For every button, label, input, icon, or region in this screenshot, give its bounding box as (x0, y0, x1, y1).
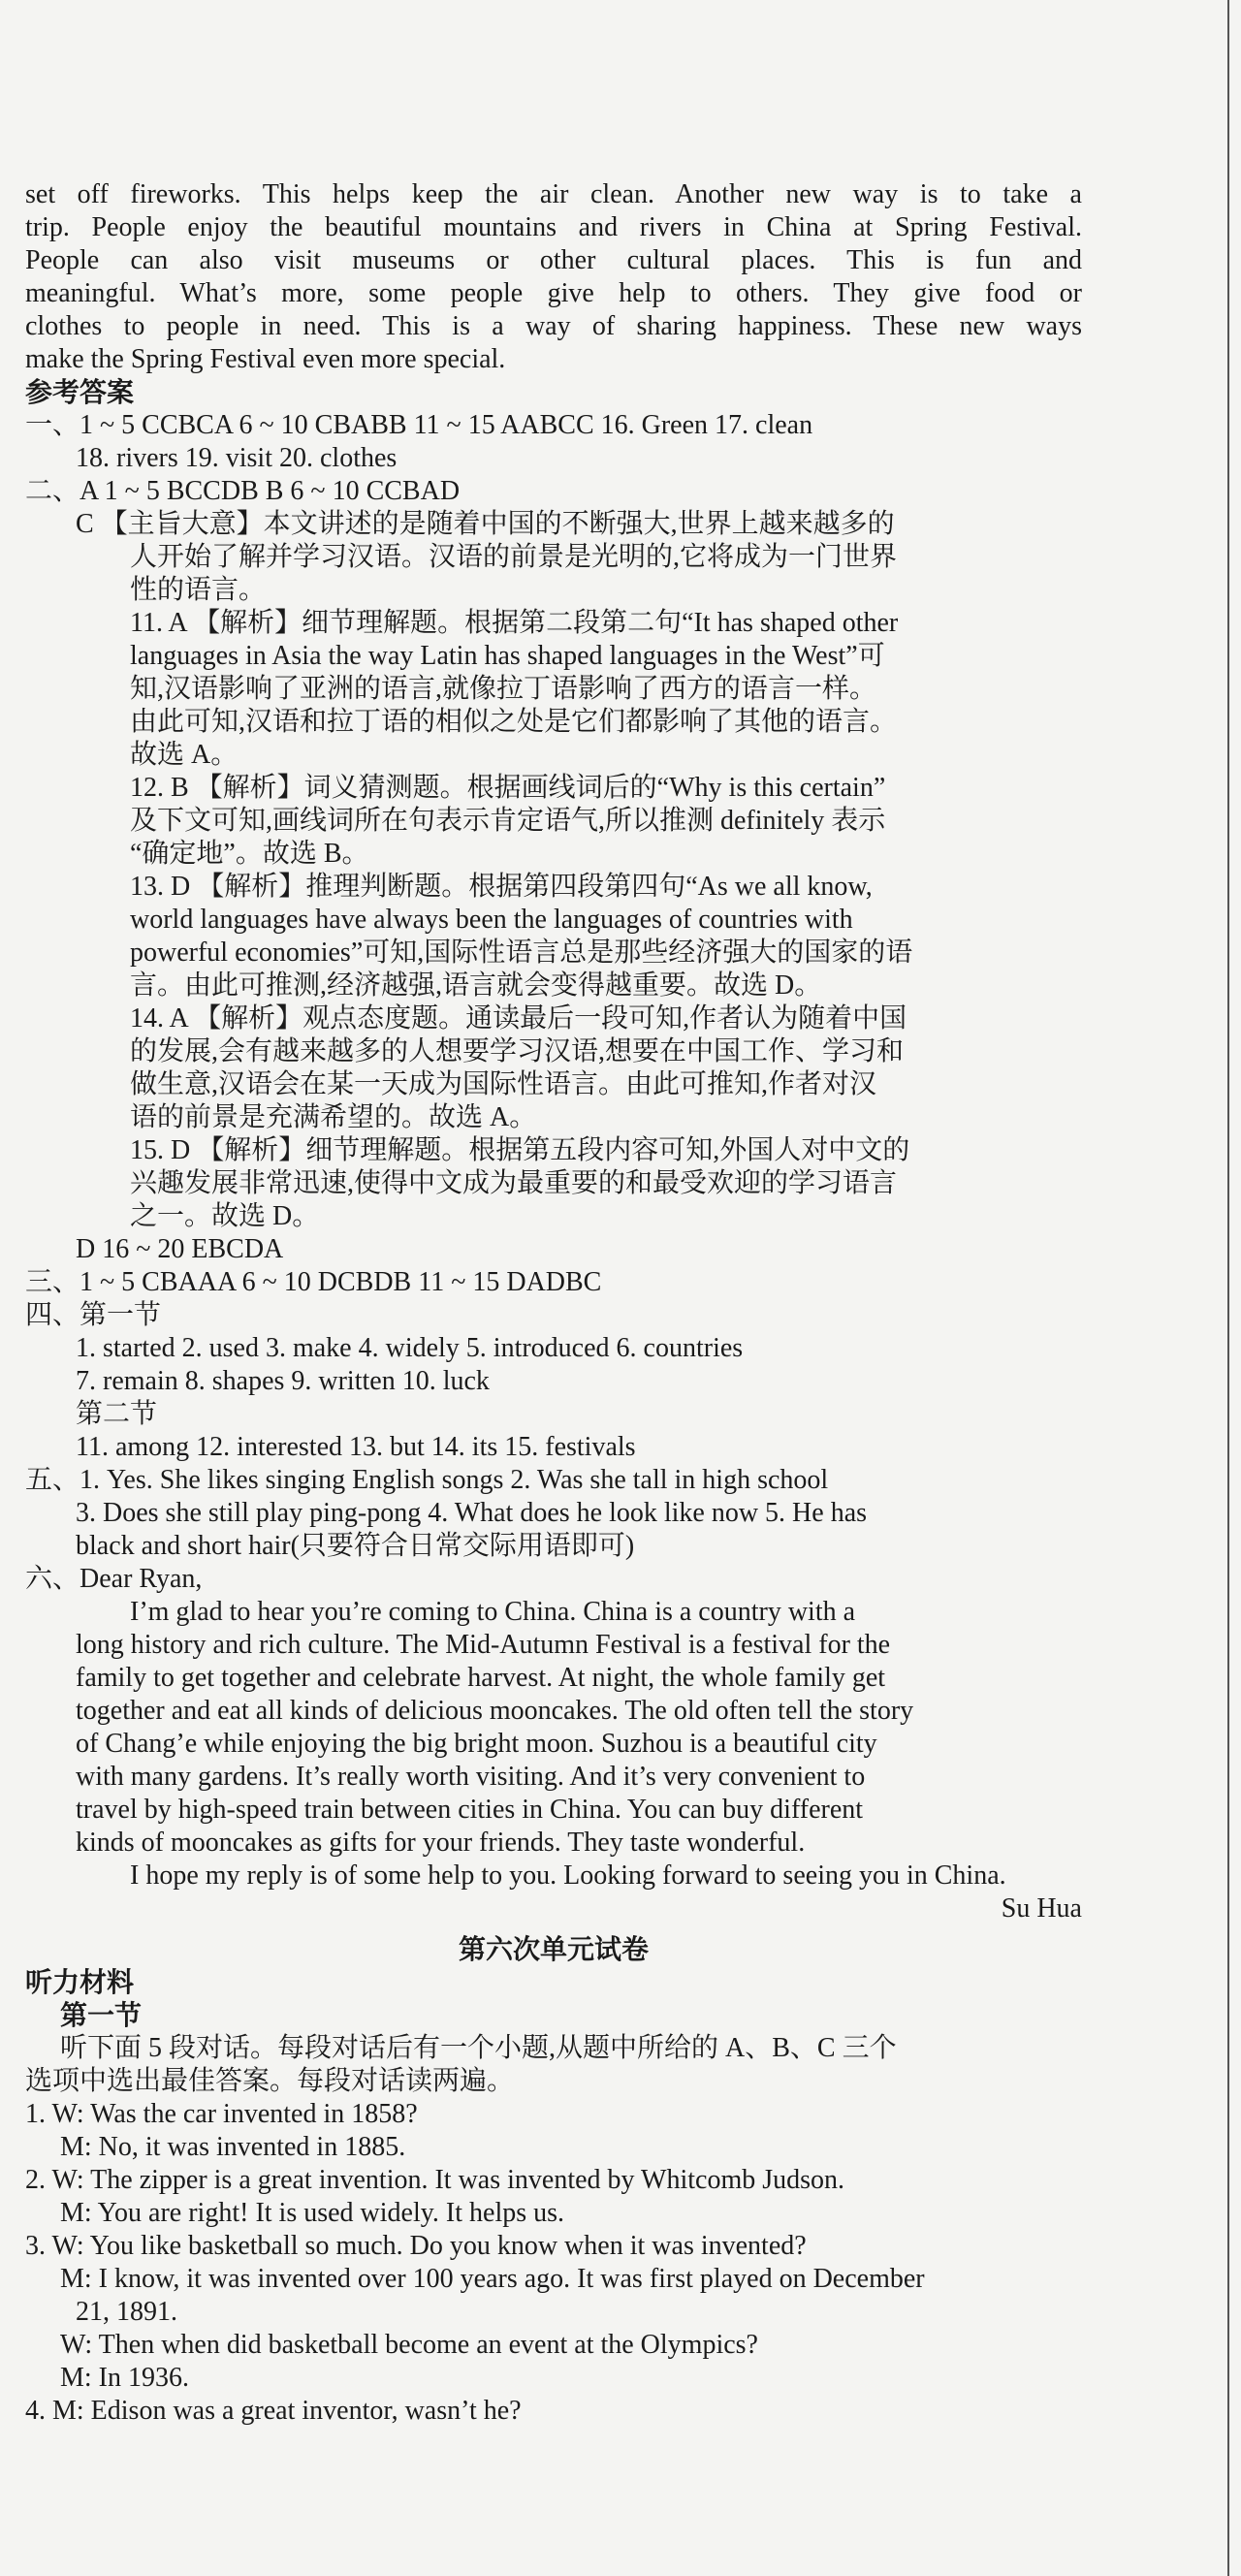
answer-line: 人开始了解并学习汉语。汉语的前景是光明的,它将成为一门世界 (130, 542, 898, 572)
answer-line: 二、A 1 ~ 5 BCCDB B 6 ~ 10 CCBAD (25, 476, 461, 506)
exam-title: 第六次单元试卷 (458, 1933, 649, 1965)
answer-line: 15. D 【解析】细节理解题。根据第五段内容可知,外国人对中文的 (130, 1135, 910, 1165)
passage-line: clothes to people in need. This is a way of sharing happiness. These new ways (25, 311, 1082, 341)
answer-line: 五、1. Yes. She likes singing English songs 2. Was she tall in high school (25, 1465, 829, 1495)
answer-line: 1. started 2. used 3. make 4. widely 5. introduced 6. countries (76, 1333, 744, 1363)
answer-line: 一、1 ~ 5 CCBCA 6 ~ 10 CBABB 11 ~ 15 AABCC 16. Green 17. clean (25, 410, 813, 440)
answer-line: 由此可知,汉语和拉丁语的相似之处是它们都影响了其他的语言。 (130, 707, 898, 737)
dialogue-line: M: You are right! It is used widely. It helps us. (60, 2198, 565, 2228)
instruction-line: 听下面 5 段对话。每段对话后有一个小题,从题中所给的 A、B、C 三个 (60, 2033, 897, 2063)
letter-line: I’m glad to hear you’re coming to China. China is a country with a (130, 1597, 856, 1627)
answer-line: 做生意,汉语会在某一天成为国际性语言。由此可推知,作者对汉 (130, 1069, 877, 1099)
answer-line: 11. among 12. interested 13. but 14. its 15. festivals (76, 1432, 636, 1462)
answer-line: 言。由此可推测,经济越强,语言就会变得越重要。故选 D。 (130, 970, 822, 1001)
answer-line: languages in Asia the way Latin has shaped languages in the West”可 (130, 641, 885, 671)
dialogue-line: M: I know, it was invented over 100 years ago. It was first played on December (60, 2264, 925, 2294)
passage-ending (25, 178, 1082, 376)
answer-line: 四、第一节 (25, 1300, 162, 1330)
answer-line: 第二节 (76, 1399, 158, 1429)
listening-instructions (25, 2032, 1082, 2098)
answer-key (25, 409, 1082, 1596)
passage-line: People can also visit museums or other cultural places. This is fun and (25, 245, 1082, 275)
answer-line: 知,汉语影响了亚洲的语言,就像拉丁语影响了西方的语言一样。 (130, 674, 877, 704)
dialogue-list (25, 2098, 1082, 2428)
dialogue-line: 2. W: The zipper is a great invention. It was invented by Whitcomb Judson. (25, 2165, 845, 2195)
dialogue-line: 21, 1891. (76, 2297, 177, 2327)
instruction-line: 选项中选出最佳答案。每段对话读两遍。 (25, 2066, 515, 2096)
answer-line: 兴趣发展非常迅速,使得中文成为最重要的和最受欢迎的学习语言 (130, 1168, 898, 1198)
answer-line: black and short hair(只要符合日常交际用语即可) (76, 1531, 635, 1561)
dialogue-line: 1. W: Was the car invented in 1858? (25, 2099, 418, 2129)
dialogue-line: W: Then when did basketball become an event at the Olympics? (60, 2330, 758, 2360)
letter-line: long history and rich culture. The Mid-Autumn Festival is a festival for the (76, 1630, 891, 1660)
letter-signature: Su Hua (1001, 1893, 1082, 1924)
letter-line: travel by high-speed train between cities in China. You can buy different (76, 1795, 864, 1825)
answer-line: 三、1 ~ 5 CBAAA 6 ~ 10 DCBDB 11 ~ 15 DADBC (25, 1267, 602, 1297)
answer-line: 12. B 【解析】词义猜测题。根据画线词后的“Why is this certain” (130, 773, 886, 803)
answer-line: 3. Does she still play ping-pong 4. What does he look like now 5. He has (76, 1498, 868, 1528)
answer-line: 语的前景是充满希望的。故选 A。 (130, 1102, 537, 1132)
letter-body (25, 1596, 1082, 1860)
page-edge-line (1227, 0, 1229, 2576)
listening-heading: 听力材料 (25, 1966, 135, 1998)
dialogue-line: M: In 1936. (60, 2363, 189, 2393)
dialogue-line: 4. M: Edison was a great inventor, wasn’t he? (25, 2396, 522, 2426)
letter-closing: I hope my reply is of some help to you. Looking forward to seeing you in China. (130, 1860, 1006, 1891)
answer-line: 性的语言。 (130, 575, 267, 605)
document-content (25, 178, 1082, 2428)
letter-line: together and eat all kinds of delicious mooncakes. The old often tell the story (76, 1696, 914, 1726)
answers-heading: 参考答案 (25, 376, 135, 408)
answer-line: world languages have always been the languages of countries with (130, 905, 853, 935)
answer-line: 14. A 【解析】观点态度题。通读最后一段可知,作者认为随着中国 (130, 1003, 907, 1034)
answer-line: D 16 ~ 20 EBCDA (76, 1234, 284, 1264)
letter-line: family to get together and celebrate harvest. At night, the whole family get (76, 1663, 886, 1693)
answer-line: 的发展,会有越来越多的人想要学习汉语,想要在中国工作、学习和 (130, 1036, 905, 1066)
passage-line: set off fireworks. This helps keep the air clean. Another new way is to take a (25, 179, 1082, 209)
answer-line: 11. A 【解析】细节理解题。根据第二段第二句“It has shaped other (130, 608, 899, 638)
section-one-heading: 第一节 (60, 1999, 143, 2031)
dialogue-line: M: No, it was invented in 1885. (60, 2132, 406, 2162)
dialogue-line: 3. W: You like basketball so much. Do you know when it was invented? (25, 2231, 807, 2261)
answer-line: 六、Dear Ryan, (25, 1564, 203, 1594)
passage-line: make the Spring Festival even more special. (25, 344, 506, 374)
letter-line: kinds of mooncakes as gifts for your friends. They taste wonderful. (76, 1828, 806, 1858)
passage-line: meaningful. What’s more, some people give help to others. They give food or (25, 278, 1082, 308)
answer-line: “确定地”。故选 B。 (130, 839, 369, 869)
answer-line: 7. remain 8. shapes 9. written 10. luck (76, 1366, 490, 1396)
answer-line: 13. D 【解析】推理判断题。根据第四段第四句“As we all know, (130, 872, 873, 902)
answer-line: 之一。故选 D。 (130, 1201, 320, 1231)
answer-line: powerful economies”可知,国际性语言总是那些经济强大的国家的语 (130, 938, 913, 968)
letter-line: with many gardens. It’s really worth visiting. And it’s very convenient to (76, 1762, 866, 1792)
passage-line: trip. People enjoy the beautiful mountains and rivers in China at Spring Festival. (25, 212, 1082, 242)
answer-line: 故选 A。 (130, 740, 239, 770)
answer-line: 18. rivers 19. visit 20. clothes (76, 443, 398, 473)
answer-line: 及下文可知,画线词所在句表示肯定语气,所以推测 definitely 表示 (130, 806, 886, 836)
letter-line: of Chang’e while enjoying the big bright moon. Suzhou is a beautiful city (76, 1729, 877, 1759)
answer-line: C 【主旨大意】本文讲述的是随着中国的不断强大,世界上越来越多的 (76, 509, 895, 539)
